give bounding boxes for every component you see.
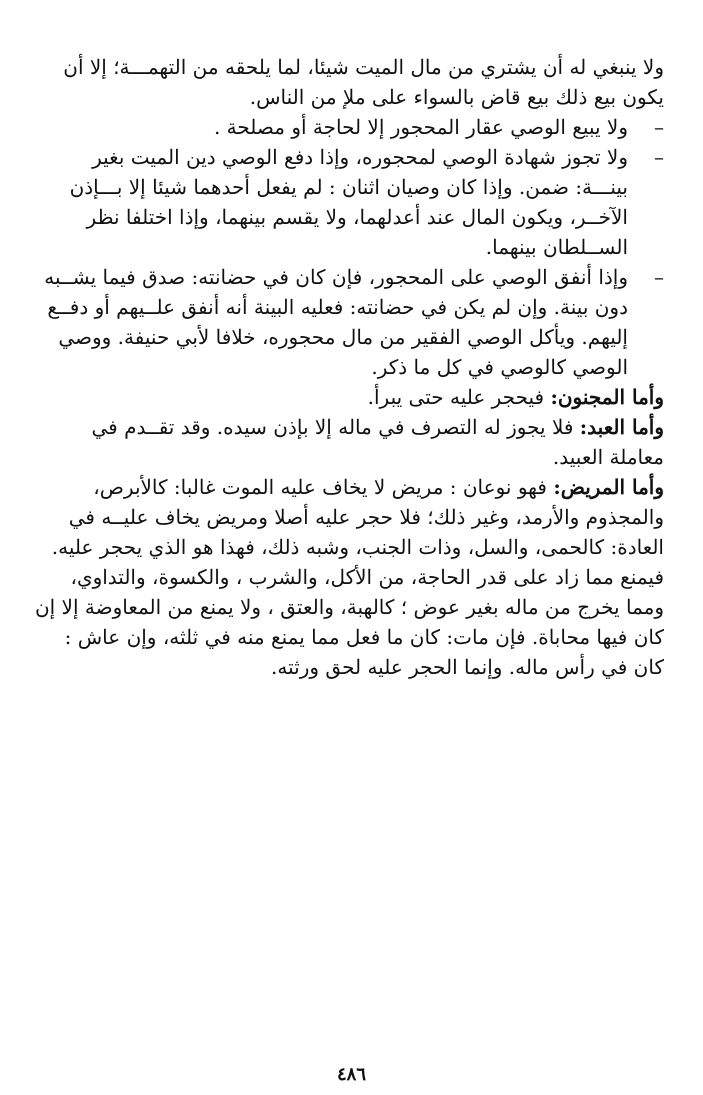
bullet-dash: – [654,265,664,289]
bullet-item-testimony [34,142,664,262]
page-body [34,52,664,682]
paragraph-text: ولا يبيع الوصي عقار المحجور إلا لحاجة أو مصلحة . [213,115,628,139]
paragraph-text: فيحجر عليه حتى يبرأ. [367,385,551,409]
bullet-dash: – [654,145,664,169]
paragraph-text: وإذا أنفق الوصي على المحجور، فإن كان في حضانته: صدق فيما يشــبه دون بينة. وإن لم يكن في حضانته: فعليه البينة أنه أنفق علــيهم أو دفــع إليهم. ويأكل الوصي الفقير من مال محجوره، خلافا لأبي حنيفة. ووصي الوصي كالوصي في كل ما ذكر. [44,265,628,379]
bullet-dash: – [654,115,664,139]
section-label: وأما المريض: [553,475,664,499]
paragraph-text: فلا يجوز له التصرف في ماله إلا بإذن سيده. وقد تقــدم في معاملة العبيد. [91,415,664,469]
bullet-item-property-sale [34,112,664,142]
paragraph-restrictions [34,562,664,682]
paragraph-sick [34,472,664,562]
page-number: ٤٨٦ [336,1064,366,1085]
paragraph-slave [34,412,664,472]
paragraph-text: ولا تجوز شهادة الوصي لمحجوره، وإذا دفع الوصي دين الميت بغير بينـــة: ضمن. وإذا كان وصيان اثنان : لم يفعل أحدهما شيئا إلا بـــإذن الآخــر، ويكون المال عند أعدلهما، ولا يقسم بينهما، وإذا اختلفا نظر الســلطان بينهما. [69,145,628,259]
paragraph-insane [34,382,664,412]
paragraph-guardian-purchase [34,52,664,112]
bullet-item-spending [34,262,664,382]
section-label: وأما المجنون: [550,385,664,409]
paragraph-text: فهو نوعان : مريض لا يخاف عليه الموت غالبا: كالأبرص، والمجذوم والأرمد، وغير ذلك؛ فلا حجر عليه أصلا ومريض يخاف عليــه في العادة: كالحمى، والسل، وذات الجنب، وشبه ذلك، فهذا هو الذي يحجر عليه. [51,475,664,559]
paragraph-text: ولا ينبغي له أن يشتري من مال الميت شيئا، لما يلحقه من التهمـــة؛ إلا أن يكون بيع ذلك بيع قاض بالسواء على ملإ من الناس. [63,55,664,109]
section-label: وأما العبد: [579,415,664,439]
paragraph-text: فيمنع مما زاد على قدر الحاجة، من الأكل، والشرب ، والكسوة، والتداوي، ومما يخرج من ماله بغير عوض ؛ كالهبة، والعتق ، ولا يمنع من المعاوضة إلا إن كان فيها محاباة. فإن مات: كان ما فعل مما يمنع منه في ثلثه، وإن عاش : كان في رأس ماله. وإنما الحجر عليه لحق ورثته. [34,565,664,679]
